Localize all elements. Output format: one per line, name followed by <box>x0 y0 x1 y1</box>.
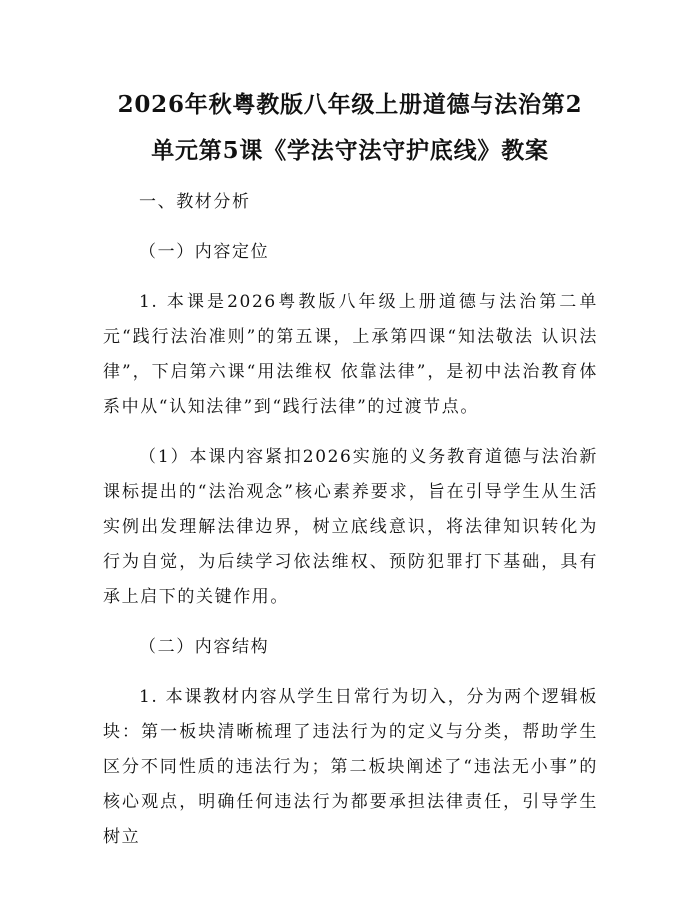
document-body <box>103 185 598 870</box>
subsection-heading-content-positioning: （一）内容定位 <box>139 242 270 262</box>
paragraph-content-positioning-2: （1）本课内容紧扣2026实施的义务教育道德与法治新课标提出的“法治观念”核心素养要求，旨在引导学生从生活实例出发理解法律边界，树立底线意识，将法律知识转化为行为自觉，为后续学习依法维权、预防犯罪打下基础，具有承上启下的关键作用。 <box>103 447 598 607</box>
title-line-1: 2026年秋粤教版八年级上册道德与法治第2 <box>117 91 583 118</box>
document-title <box>100 82 600 174</box>
paragraph-content-structure-1: 1. 本课教材内容从学生日常行为切入，分为两个逻辑板块：第一板块清晰梳理了违法行为的定义与分类，帮助学生区分不同性质的违法行为；第二板块阐述了“违法无小事”的核心观点，明确任何违法行为都要承担法律责任，引导学生树立 <box>103 687 598 847</box>
section-heading-teaching-material-analysis: 一、教材分析 <box>139 192 251 212</box>
paragraph-content-positioning-1: 1. 本课是2026粤教版八年级上册道德与法治第二单元“践行法治准则”的第五课，上承第四课“知法敬法 认识法律”，下启第六课“用法维权 依靠法律”，是初中法治教育体系中从“认知法律”到“践行法律”的过渡节点。 <box>103 292 598 417</box>
subsection-heading-content-structure: （二）内容结构 <box>139 637 270 657</box>
title-line-2: 单元第5课《学法守法守护底线》教案 <box>151 137 549 164</box>
